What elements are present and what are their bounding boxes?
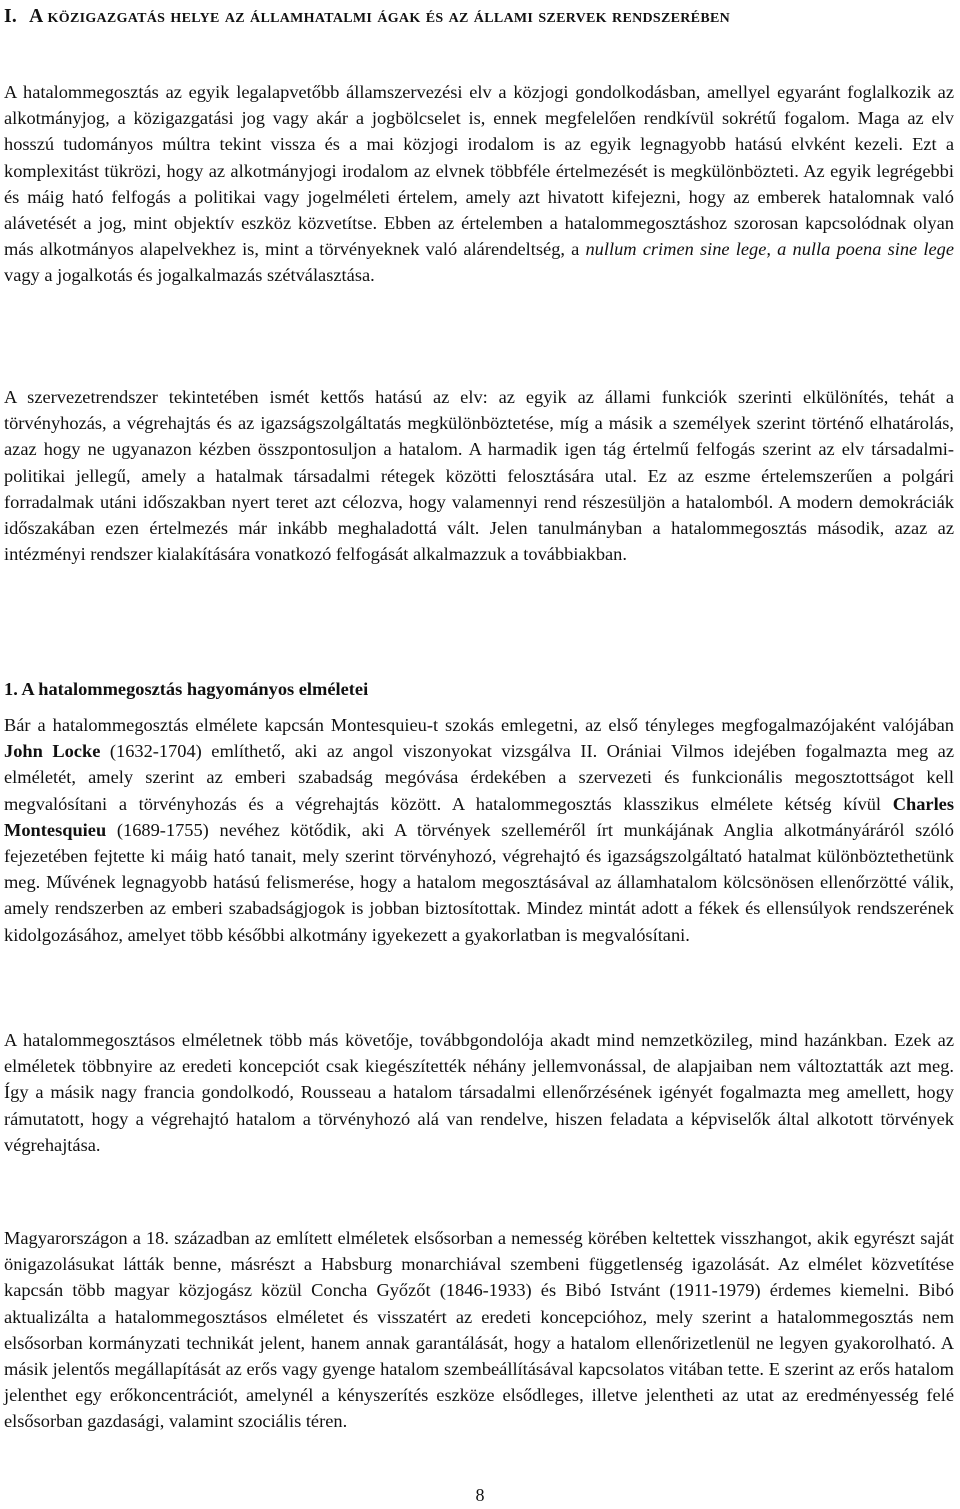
page-number: 8 (475, 1485, 485, 1505)
paragraph-text: A hatalommegosztás az egyik legalapvetőbb államszervezési elv a közjogi gondolkodásban, amellyel egyaránt foglalkozik az alkotmányjog, a közigazgatási jog vagy akár a jogbölcselet is, ennek megfelelően rendkívül sokrétű fogalom. Maga az elv hosszú tudományos múltra tekint vissza és a mai közjogi irodalom is az egyik legnagyobb hatású elvként kezeli. Ezt a komplexitást tükrözi, hogy az alkotmányjogi irodalom az elvnek többféle értelmezését is megkülönbözteti. Az egyik legrégebbi és máig ható felfogás a politikai vagy jogelméleti értelem, amely azt hivatott kifejezni, hogy az emberek hatalomnak való alávetését a jog, mint objektív eszköz közvetítse. Ebben az értelemben a hatalommegosztáshoz szorosan kapcsolódnak olyan más alkotmányos alapelvekhez is, mint a törvényeknek való alárendeltség, a (4, 82, 954, 260)
latin-phrase: nullum crimen sine lege, a nulla poena sine lege (585, 239, 954, 260)
paragraph-followers: A hatalommegosztásos elméletnek több más követője, továbbgondolója akadt mind nemzetközileg, mind hazánkban. Ezek az elméletek többnyire az eredeti koncepciót csak kiegészítették néhány jellemvonással, de alapjaiban nem változtatták azt meg. Így a másik nagy francia gondolkodó, Rousseau a hatalom társadalmi ellenőrzésének igényét fogalmazta meg amellett, hogy rámutatott, hogy a végrehajtó hatalom a törvényhozó alá van rendelve, hiszen feladata a képviselők által alkotott törvények végrehajtása. (4, 1030, 954, 1155)
paragraph-hungary: Magyarországon a 18. században az említett elméletek elsősorban a nemesség körében keltettek visszhangot, akik egyrészt saját önigazolásukat látták benne, másrészt a Habsburg monarchiával szembeni függetlenség igazolását. Az elmélet közvetítése kapcsán több magyar közjogász közül Concha Győzőt (1846-1933) és Bibó Istvánt (1911-1979) érdemes kiemelni. Bibó aktualizálta a hatalommegosztásos elméletet és visszatért az eredeti koncepcióhoz, mely szerint a hatalommegosztás nem elsősorban kormányzati technikát jelent, hanem annak garantálását, hogy a hatalom ellenőrizetlenül ne legyen gyakorolható. A másik jelentős megállapítását az erős vagy gyenge hatalom szembeállításával kapcsolatos vitában tette. E szerint az erős hatalom jelenthet egy erőkoncentrációt, amelynél a kényszerítés eszköze elsődleges, illetve jelentheti az utat az eredményesség felé elsősorban gazdasági, valamint szociális téren. (4, 1228, 954, 1432)
paragraph-text: vagy a jogalkotás és jogalkalmazás szétválasztása. (4, 265, 375, 286)
name-john-locke: John Locke (4, 741, 101, 762)
document-page (4, 0, 955, 1432)
section-heading: 1. A hatalommegosztás hagyományos elméletei (4, 679, 369, 699)
paragraph-text: (1689-1755) nevéhez kötődik, aki A törvények szelleméről írt munkájának Anglia alkotmányáráról szóló fejezetében fejtette ki máig ható tanait, mely szerint törvényhozó, végrehajtó és igazságszolgáltató hatalmat különböztethetünk meg. Művének legnagyobb hatású felismerése, hogy a hatalom megosztásával az államhatalom kölcsönösen ellenőrzötté válik, amely rendszerben az emberi szabadságjogok is jobban biztosítottak. Mindez mintát adott a fékek és ellensúlyok rendszerének kidolgozásához, amelyet több későbbi alkotmány igyekezett a gyakorlatban is megvalósítani. (4, 819, 954, 945)
chapter-number: I. (4, 6, 18, 27)
paragraph-organization: A szervezetrendszer tekintetében ismét kettős hatású az elv: az egyik az állami funkciók szerinti elkülönítés, tehát a törvényhozás, a végrehajtás és az igazságszolgáltatás megkülönböztetése, míg a másik a személyek szerint történő elhatárolás, azaz hogy ne ugyanazon kézben összpontosuljon a hatalom. A harmadik igen tág értelmű felfogás szerint az elv társadalmi-politikai jellegű, amely a hatalmak társadalmi rétegek közötti felosztására utal. Ez az eszme értelemszerűen a polgári forradalmak utáni időszakban nyert teret azt célozva, hogy valamennyi rend részesüljön a hatalomból. A modern demokráciák időszakában ezen értelmezés már inkább meghaladottá vált. Jelen tanulmányban a hatalommegosztás második, azaz az intézményi rendszer kialakítására vonatkozó felfogását alkalmazzuk a továbbiakban. (4, 387, 954, 565)
chapter-title (4, 0, 954, 33)
paragraph-text: Bár a hatalommegosztás elmélete kapcsán Montesquieu-t szokás emlegetni, az első tényleges megfogalmazójaként valójában (4, 715, 954, 735)
paragraph-locke-montesquieu (4, 712, 954, 948)
paragraph-text: (1632-1704) említhető, aki az angol viszonyokat vizsgálva II. Orániai Vilmos idejében fogalmazta meg az elméletét, amely szerint az emberi szabadság megóvása érdekében a szervezeti és funkcionális megosztottságot kell megvalósítani a törvényhozás és a végrehajtás között. A hatalommegosztás klasszikus elmélete kétség kívül (4, 741, 955, 814)
paragraph-intro (4, 79, 954, 289)
chapter-title-text: A közigazgatás helye az államhatalmi ágak és az állami szervek rendszerében (29, 6, 731, 27)
name-charles-montesquieu: Charles Montesquieu (4, 793, 954, 840)
